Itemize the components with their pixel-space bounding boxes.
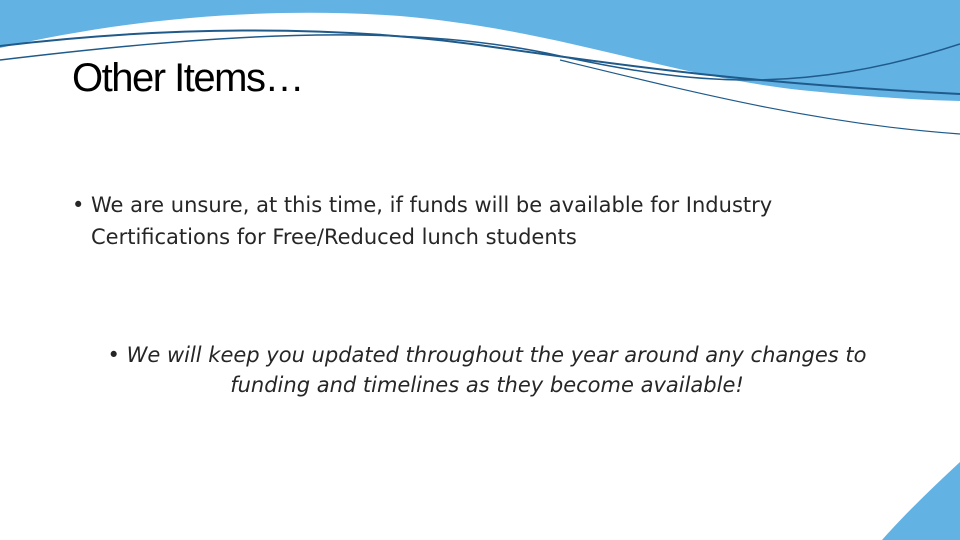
bullet-marker: • [72,193,85,217]
slide-title: Other Items… [72,56,303,100]
bullet-text: We will keep you updated throughout the year around any changes to funding and timelines as they become available! [126,343,867,397]
corner-wave-fill [882,462,960,540]
bullet-item-funds [72,189,862,253]
bullet-marker: • [107,343,120,367]
bullet-item-updates [72,340,902,400]
bullet-text: We are unsure, at this time, if funds will be available for Industry Certifications for Free/Reduced lunch students [91,193,773,249]
